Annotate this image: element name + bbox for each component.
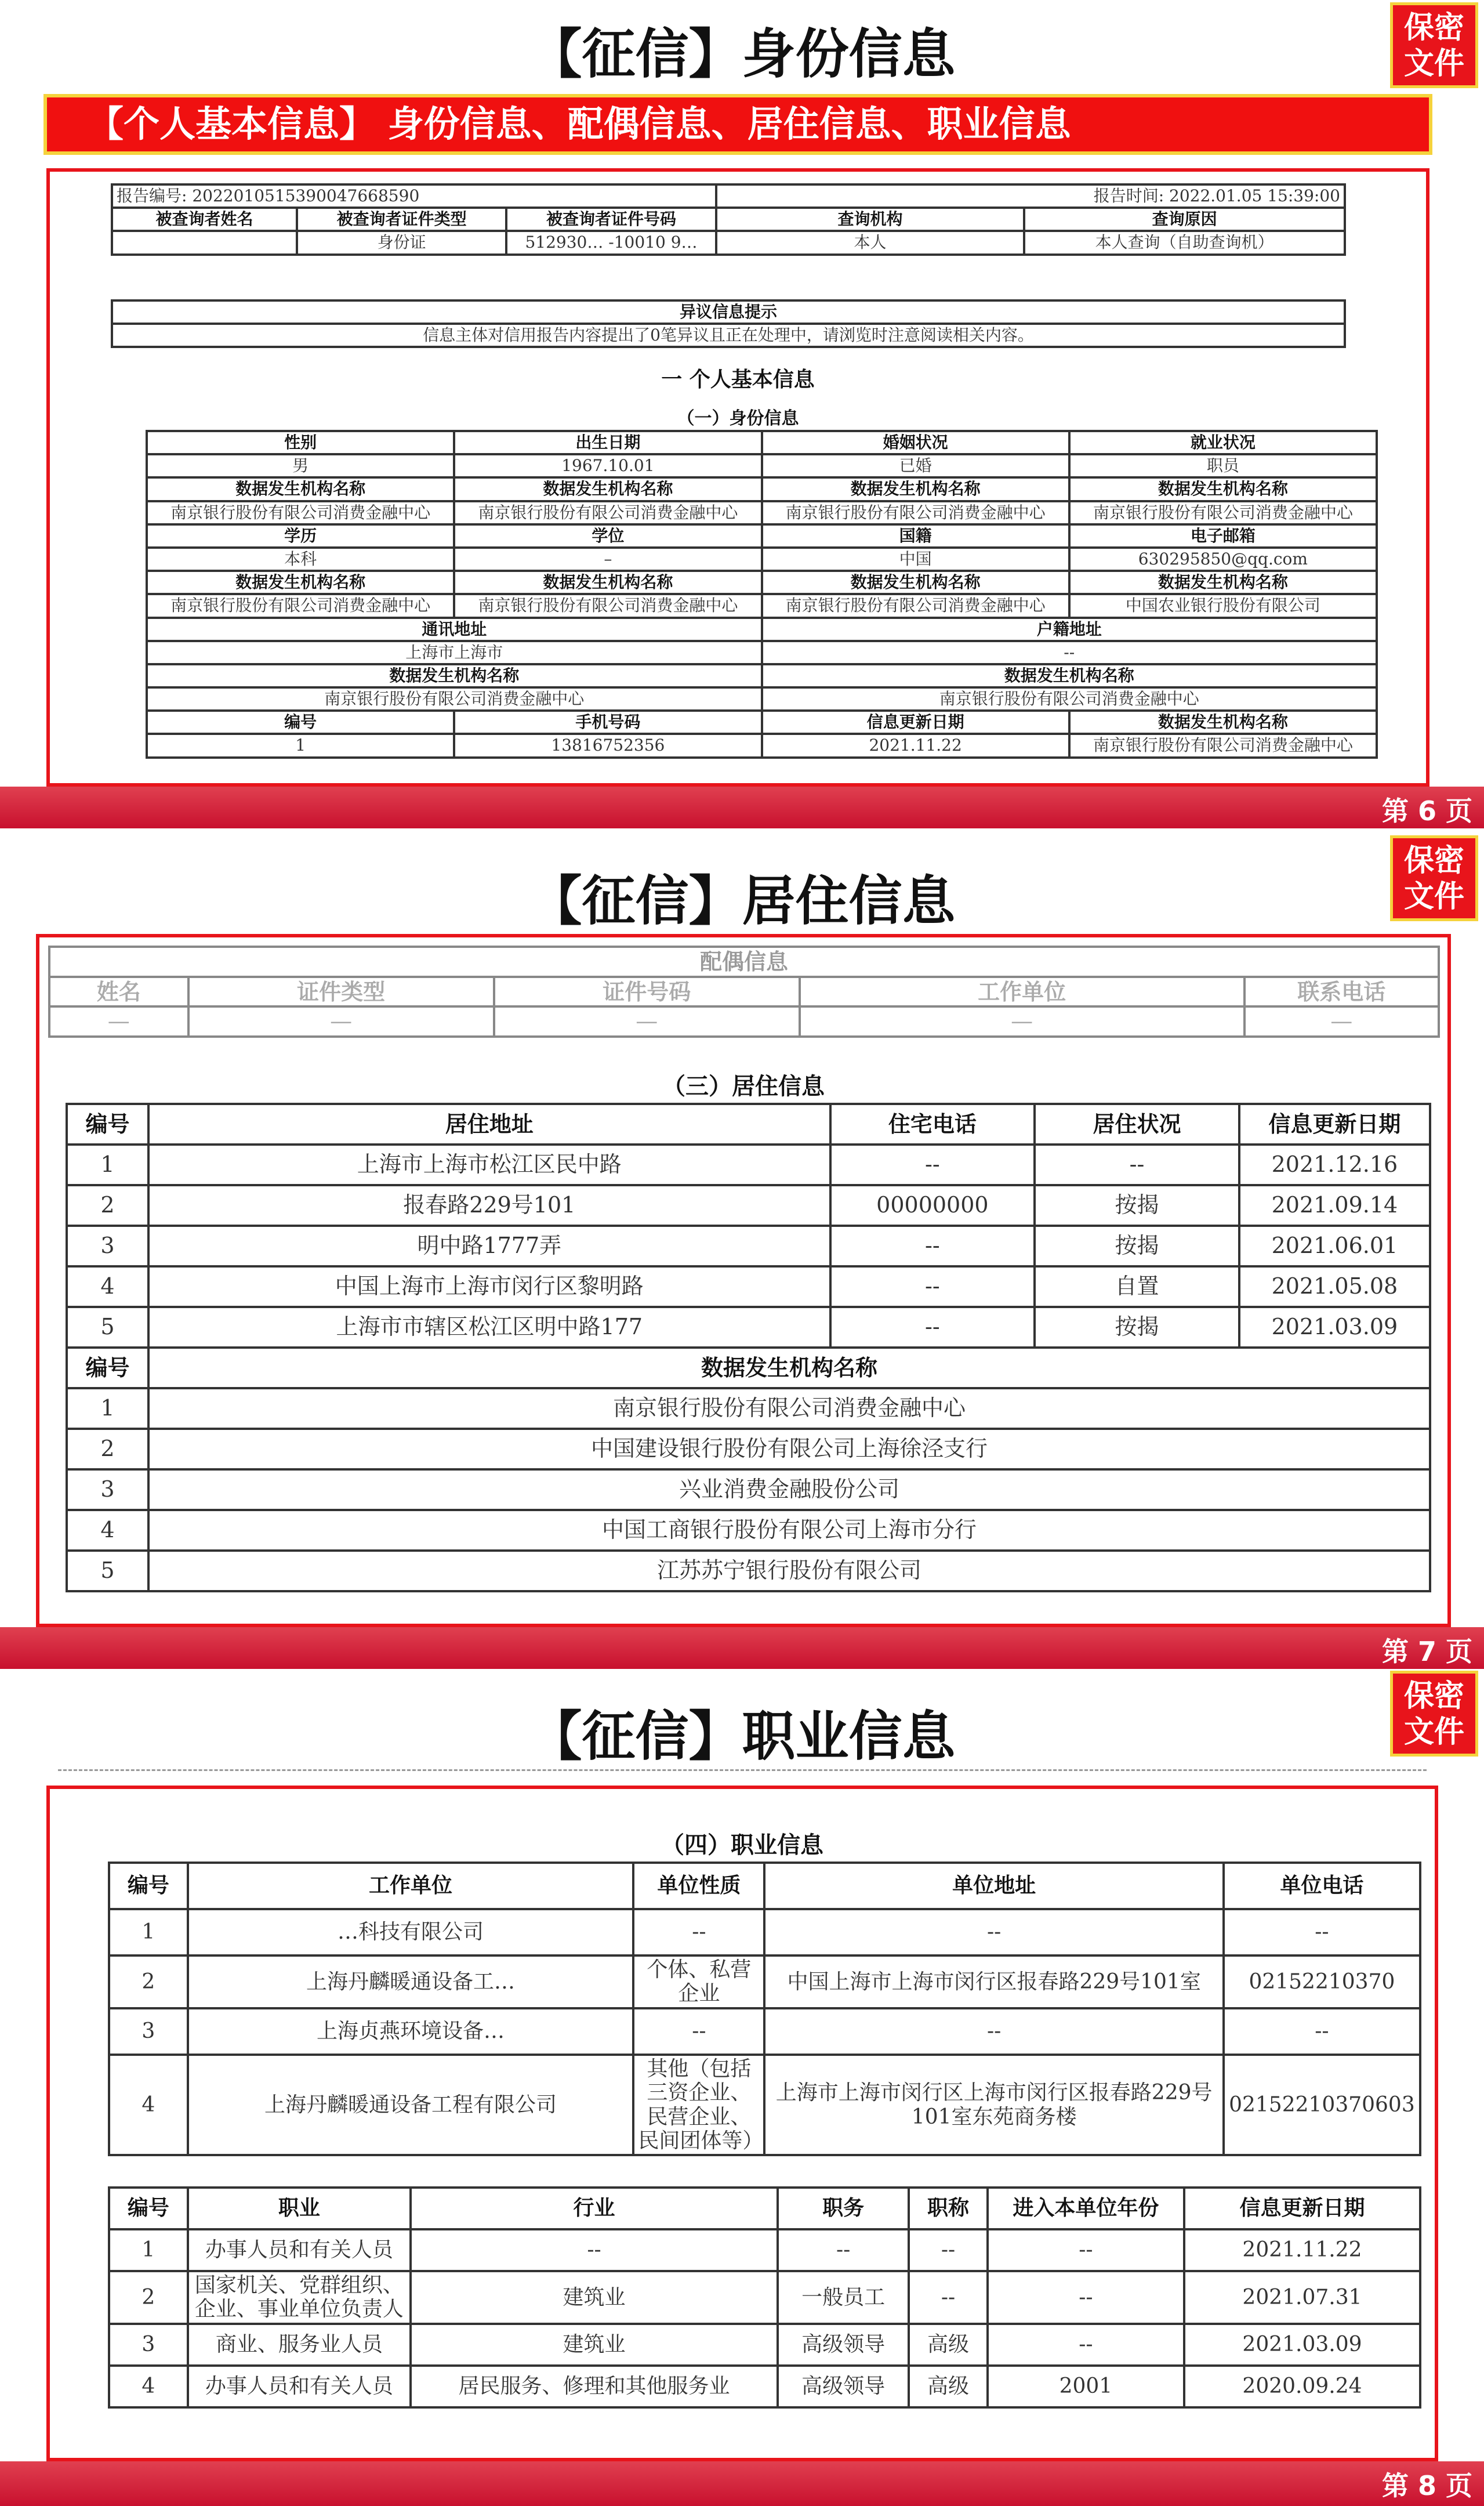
- table-row-cell: 3: [67, 1226, 148, 1266]
- id-value-row: [147, 454, 1377, 477]
- employer-header-row-cell: 单位地址: [764, 1863, 1223, 1909]
- job-header-row: [109, 2188, 1420, 2229]
- phone-header-row: [147, 711, 1377, 734]
- id-value-row-cell: 中国: [762, 548, 1069, 571]
- query-header-row-cell: 查询机构: [716, 208, 1025, 231]
- table-row-cell: 上海丹麟暖通设备工…: [188, 1955, 634, 2008]
- query-header-row-cell: 被查询者证件号码: [506, 208, 716, 231]
- org-value-row-cell: 南京银行股份有限公司消费金融中心: [147, 594, 454, 617]
- table-row-cell: --: [633, 2008, 764, 2055]
- org-header-cell: 数据发生机构名称: [762, 571, 1069, 594]
- table-row: [109, 2055, 1420, 2156]
- page-footer: [0, 787, 1484, 828]
- table-row-cell: …科技有限公司: [188, 1909, 634, 1955]
- phone-header-row-cell: 编号: [147, 711, 454, 734]
- table-row-cell: --: [988, 2271, 1184, 2324]
- spouse-value-row-cell: —: [494, 1006, 800, 1037]
- table-row-cell: 建筑业: [411, 2271, 778, 2324]
- id-header-row-cell: 婚姻状况: [762, 431, 1069, 454]
- org-header-row: [147, 664, 1377, 687]
- table-row-cell: 2021.06.01: [1239, 1226, 1430, 1266]
- confidential-badge: 保密文件: [1390, 2, 1478, 88]
- query-table: [111, 183, 1346, 256]
- org-header-cell: 数据发生机构名称: [762, 664, 1377, 687]
- address-header-row-cell: 户籍地址: [762, 618, 1377, 641]
- table-row-cell: --: [1035, 1145, 1239, 1185]
- table-row-cell: 2021.05.08: [1239, 1266, 1430, 1307]
- table-row-cell: 个体、私营企业: [633, 1955, 764, 2008]
- table-row-cell: --: [988, 2324, 1184, 2366]
- job-header-row-cell: 职称: [909, 2188, 988, 2229]
- section-title-residence: 【征信】居住信息: [528, 870, 956, 932]
- table-row-cell: --: [830, 1145, 1035, 1185]
- org-header-cell: 数据发生机构名称: [454, 477, 761, 501]
- job-header-row-cell: 行业: [411, 2188, 778, 2229]
- phone-value-row: [147, 734, 1377, 757]
- address-header-row: [147, 618, 1377, 641]
- spouse-title: 配偶信息: [49, 947, 1439, 977]
- phone-value-row-cell: 13816752356: [454, 734, 761, 757]
- section-title-identity: 【征信】身份信息: [528, 23, 956, 85]
- employer-header-row-cell: 单位电话: [1224, 1863, 1420, 1909]
- phone-value-row-cell: 1: [147, 734, 454, 757]
- table-row-cell: 高级: [909, 2324, 988, 2366]
- report-time: 报告时间: 2022.01.05 15:39:00: [716, 184, 1345, 208]
- id-header-row-cell: 学历: [147, 524, 454, 548]
- spouse-header-row-cell: 工作单位: [800, 977, 1244, 1007]
- id-header-row-cell: 就业状况: [1069, 431, 1377, 454]
- table-row-cell: 建筑业: [411, 2324, 778, 2366]
- spouse-value-row-cell: —: [49, 1006, 188, 1037]
- table-row-cell: --: [830, 1266, 1035, 1307]
- table-row-cell: --: [909, 2229, 988, 2271]
- id-header-row-cell: 国籍: [762, 524, 1069, 548]
- dispute-text: 信息主体对信用报告内容提出了0笔异议且正在处理中，请浏览时注意阅读相关内容。: [112, 324, 1345, 347]
- table-row-cell: 中国建设银行股份有限公司上海徐泾支行: [148, 1429, 1430, 1469]
- spouse-value-row-cell: —: [1244, 1006, 1439, 1037]
- table-row: [67, 1226, 1430, 1266]
- job-header-row-cell: 职务: [778, 2188, 909, 2229]
- table-row-cell: --: [1224, 2008, 1420, 2055]
- table-row-cell: 居民服务、修理和其他服务业: [411, 2366, 778, 2407]
- occupation-document-frame: [46, 1786, 1438, 2461]
- id-header-row-cell: 电子邮箱: [1069, 524, 1377, 548]
- org-value-row-cell: 南京银行股份有限公司消费金融中心: [762, 687, 1377, 711]
- residence-subheading: （三）居住信息: [662, 1073, 825, 1100]
- org-header-row: [147, 571, 1377, 594]
- residence-header-row-cell: 住宅电话: [830, 1104, 1035, 1145]
- spouse-header-row-cell: 姓名: [49, 977, 188, 1007]
- table-row-cell: --: [909, 2271, 988, 2324]
- query-value-row-cell: 身份证: [297, 231, 506, 254]
- table-row-cell: 2021.09.14: [1239, 1185, 1430, 1226]
- org-value-row-cell: 南京银行股份有限公司消费金融中心: [1069, 501, 1377, 524]
- table-row-cell: --: [830, 1307, 1035, 1348]
- page-number: 第 6 页: [1381, 795, 1472, 827]
- residence-table: [66, 1103, 1431, 1592]
- query-value-row-cell: 本人查询（自助查询机）: [1024, 231, 1345, 254]
- table-row-cell: --: [1224, 1909, 1420, 1955]
- id-header-row-cell: 学位: [454, 524, 761, 548]
- phone-value-row-cell: 2021.11.22: [762, 734, 1069, 757]
- page-number: 第 7 页: [1381, 1636, 1472, 1667]
- table-row-cell: 1: [109, 2229, 188, 2271]
- table-row-cell: 中国工商银行股份有限公司上海市分行: [148, 1510, 1430, 1551]
- table-row-cell: 2021.07.31: [1184, 2271, 1420, 2324]
- table-row-cell: --: [778, 2229, 909, 2271]
- table-row-cell: 4: [67, 1510, 148, 1551]
- basic-info-heading: 一 个人基本信息: [661, 367, 815, 392]
- table-row-cell: 2020.09.24: [1184, 2366, 1420, 2407]
- org-value-row-cell: 南京银行股份有限公司消费金融中心: [762, 501, 1069, 524]
- table-row-cell: 兴业消费金融股份公司: [148, 1469, 1430, 1510]
- table-row-cell: 高级: [909, 2366, 988, 2407]
- org-header-cell: 数据发生机构名称: [762, 477, 1069, 501]
- query-header-row: [112, 208, 1345, 231]
- residence-header-row-cell: 编号: [67, 1104, 148, 1145]
- identity-document-frame: [46, 168, 1429, 787]
- table-row-cell: 其他（包括三资企业、民营企业、民间团体等）: [633, 2055, 764, 2156]
- org-header-cell: 数据发生机构名称: [147, 571, 454, 594]
- org-value-row: [147, 501, 1377, 524]
- table-row-cell: 2: [109, 1955, 188, 2008]
- query-header-row-cell: 被查询者证件类型: [297, 208, 506, 231]
- dispute-title: 异议信息提示: [112, 300, 1345, 324]
- table-row-cell: 高级领导: [778, 2324, 909, 2366]
- table-row-cell: 上海市上海市松江区民中路: [148, 1145, 830, 1185]
- table-row-cell: 5: [67, 1307, 148, 1348]
- id-header-row: [147, 524, 1377, 548]
- org-value-row-cell: 南京银行股份有限公司消费金融中心: [147, 501, 454, 524]
- table-row-cell: 上海丹麟暖通设备工程有限公司: [188, 2055, 634, 2156]
- spouse-header-row-cell: 证件号码: [494, 977, 800, 1007]
- identity-subheading: （一）身份信息: [677, 408, 799, 429]
- table-row: [67, 1185, 1430, 1226]
- report-number: 报告编号: 2022010515390047668590: [112, 184, 716, 208]
- table-row: [109, 1909, 1420, 1955]
- spouse-value-row-cell: —: [188, 1006, 494, 1037]
- table-row-cell: 上海市市辖区松江区明中路177: [148, 1307, 830, 1348]
- phone-header-row-cell: 数据发生机构名称: [1069, 711, 1377, 734]
- org-value-row-cell: 南京银行股份有限公司消费金融中心: [147, 687, 762, 711]
- table-row-cell: 自置: [1035, 1266, 1239, 1307]
- table-row-cell: 4: [67, 1266, 148, 1307]
- org-header-cell: 数据发生机构名称: [147, 664, 762, 687]
- address-value-row-cell: 上海市上海市: [147, 641, 762, 664]
- table-row-cell: 按揭: [1035, 1185, 1239, 1226]
- org-header-row-cell: 数据发生机构名称: [148, 1348, 1430, 1388]
- org-header-cell: 数据发生机构名称: [1069, 477, 1377, 501]
- table-row-cell: 一般员工: [778, 2271, 909, 2324]
- table-row-cell: 4: [109, 2366, 188, 2407]
- id-header-row-cell: 性别: [147, 431, 454, 454]
- table-row-cell: 上海市上海市闵行区上海市闵行区报春路229号101室东苑商务楼: [764, 2055, 1223, 2156]
- org-value-row: [147, 687, 1377, 711]
- spouse-value-row: [49, 1006, 1439, 1037]
- org-value-row-cell: 南京银行股份有限公司消费金融中心: [762, 594, 1069, 617]
- id-value-row-cell: 职员: [1069, 454, 1377, 477]
- spouse-table: [48, 946, 1440, 1038]
- table-row-cell: 上海贞燕环境设备…: [188, 2008, 634, 2055]
- table-row-cell: 按揭: [1035, 1307, 1239, 1348]
- id-value-row-cell: 1967.10.01: [454, 454, 761, 477]
- id-value-row-cell: –: [454, 548, 761, 571]
- address-header-row-cell: 通讯地址: [147, 618, 762, 641]
- org-value-row-cell: 南京银行股份有限公司消费金融中心: [454, 501, 761, 524]
- table-row-cell: 1: [109, 1909, 188, 1955]
- table-row: [109, 1955, 1420, 2008]
- query-value-row: [112, 231, 1345, 254]
- job-header-row-cell: 进入本单位年份: [988, 2188, 1184, 2229]
- residence-header-row: [67, 1104, 1430, 1145]
- table-row: [109, 2008, 1420, 2055]
- table-row-cell: 2021.03.09: [1239, 1307, 1430, 1348]
- confidential-badge: 保密文件: [1390, 835, 1478, 921]
- table-row-cell: 报春路229号101: [148, 1185, 830, 1226]
- id-value-row-cell: 本科: [147, 548, 454, 571]
- table-row-cell: 2001: [988, 2366, 1184, 2407]
- org-value-row-cell: 南京银行股份有限公司消费金融中心: [454, 594, 761, 617]
- table-row: [67, 1469, 1430, 1510]
- table-row-cell: 3: [67, 1469, 148, 1510]
- org-header-row: [147, 477, 1377, 501]
- page-number: 第 8 页: [1381, 2470, 1472, 2501]
- query-header-row-cell: 查询原因: [1024, 208, 1345, 231]
- table-row-cell: 00000000: [830, 1185, 1035, 1226]
- address-value-row: [147, 641, 1377, 664]
- page-footer: [0, 1627, 1484, 1669]
- org-header-cell: 数据发生机构名称: [147, 477, 454, 501]
- spouse-header-row-cell: 联系电话: [1244, 977, 1439, 1007]
- residence-header-row-cell: 居住状况: [1035, 1104, 1239, 1145]
- job-table: [108, 2186, 1421, 2409]
- table-row-cell: 按揭: [1035, 1226, 1239, 1266]
- spouse-header-row-cell: 证件类型: [188, 977, 494, 1007]
- org-value-row-cell: 中国农业银行股份有限公司: [1069, 594, 1377, 617]
- id-value-row-cell: 男: [147, 454, 454, 477]
- identity-table: [146, 430, 1378, 759]
- table-row-cell: 南京银行股份有限公司消费金融中心: [148, 1388, 1430, 1429]
- table-row-cell: 高级领导: [778, 2366, 909, 2407]
- id-value-row: [147, 548, 1377, 571]
- page-footer: [0, 2461, 1484, 2506]
- table-row-cell: 02152210370: [1224, 1955, 1420, 2008]
- table-row-cell: 中国上海市上海市闵行区报春路229号101室: [764, 1955, 1223, 2008]
- table-row-cell: 办事人员和有关人员: [188, 2366, 411, 2407]
- table-row-cell: 办事人员和有关人员: [188, 2229, 411, 2271]
- phone-value-row-cell: 南京银行股份有限公司消费金融中心: [1069, 734, 1377, 757]
- table-row: [109, 2324, 1420, 2366]
- query-value-row-cell: 本人: [716, 231, 1025, 254]
- residence-header-row-cell: 居住地址: [148, 1104, 830, 1145]
- employer-header-row-cell: 编号: [109, 1863, 188, 1909]
- org-header-row: [67, 1348, 1430, 1388]
- org-value-row: [147, 594, 1377, 617]
- table-row: [67, 1510, 1430, 1551]
- table-row: [67, 1429, 1430, 1469]
- job-header-row-cell: 编号: [109, 2188, 188, 2229]
- table-row-cell: --: [764, 2008, 1223, 2055]
- spouse-header-row: [49, 977, 1439, 1007]
- table-row: [67, 1145, 1430, 1185]
- table-row-cell: --: [411, 2229, 778, 2271]
- dispute-table: [111, 299, 1346, 348]
- section-title-occupation: 【征信】职业信息: [528, 1705, 956, 1768]
- employer-header-row-cell: 工作单位: [188, 1863, 634, 1909]
- residence-document-frame: [36, 934, 1451, 1627]
- job-header-row-cell: 信息更新日期: [1184, 2188, 1420, 2229]
- table-row: [67, 1388, 1430, 1429]
- table-row-cell: 02152210370603: [1224, 2055, 1420, 2156]
- query-value-row-cell: [112, 231, 297, 254]
- org-header-cell: 数据发生机构名称: [1069, 571, 1377, 594]
- table-row-cell: 5: [67, 1551, 148, 1591]
- query-header-row-cell: 被查询者姓名: [112, 208, 297, 231]
- residence-header-row-cell: 信息更新日期: [1239, 1104, 1430, 1145]
- table-row: [67, 1266, 1430, 1307]
- employer-header-row-cell: 单位性质: [633, 1863, 764, 1909]
- spouse-value-row-cell: —: [800, 1006, 1244, 1037]
- table-row-cell: 4: [109, 2055, 188, 2156]
- table-row-cell: 2021.03.09: [1184, 2324, 1420, 2366]
- org-header-cell: 数据发生机构名称: [454, 571, 761, 594]
- table-row-cell: --: [633, 1909, 764, 1955]
- table-row: [67, 1307, 1430, 1348]
- id-value-row-cell: 已婚: [762, 454, 1069, 477]
- table-row-cell: 1: [67, 1388, 148, 1429]
- query-value-row-cell: 512930… -10010 9…: [506, 231, 716, 254]
- table-row-cell: 2021.12.16: [1239, 1145, 1430, 1185]
- job-header-row-cell: 职业: [188, 2188, 411, 2229]
- category-banner: 【个人基本信息】 身份信息、配偶信息、居住信息、职业信息: [43, 94, 1432, 155]
- table-row-cell: 江苏苏宁银行股份有限公司: [148, 1551, 1430, 1591]
- table-row-cell: 3: [109, 2324, 188, 2366]
- table-row-cell: 3: [109, 2008, 188, 2055]
- org-header-row-cell: 编号: [67, 1348, 148, 1388]
- occupation-subheading: （四）职业信息: [661, 1831, 823, 1859]
- table-row-cell: 2021.11.22: [1184, 2229, 1420, 2271]
- id-value-row-cell: 630295850@qq.com: [1069, 548, 1377, 571]
- table-row-cell: 国家机关、党群组织、企业、事业单位负责人: [188, 2271, 411, 2324]
- table-row-cell: --: [988, 2229, 1184, 2271]
- table-row-cell: 明中路1777弄: [148, 1226, 830, 1266]
- table-row: [109, 2366, 1420, 2407]
- id-header-row: [147, 431, 1377, 454]
- phone-header-row-cell: 信息更新日期: [762, 711, 1069, 734]
- table-row: [109, 2271, 1420, 2324]
- phone-header-row-cell: 手机号码: [454, 711, 761, 734]
- table-row-cell: 2: [109, 2271, 188, 2324]
- employer-table: [108, 1862, 1421, 2156]
- table-row: [67, 1551, 1430, 1591]
- table-row-cell: 2: [67, 1185, 148, 1226]
- table-row-cell: 2: [67, 1429, 148, 1469]
- table-row: [109, 2229, 1420, 2271]
- table-row-cell: 1: [67, 1145, 148, 1185]
- table-row-cell: --: [830, 1226, 1035, 1266]
- table-row-cell: 中国上海市上海市闵行区黎明路: [148, 1266, 830, 1307]
- confidential-badge: 保密文件: [1390, 1671, 1478, 1757]
- table-row-cell: --: [764, 1909, 1223, 1955]
- table-row-cell: 商业、服务业人员: [188, 2324, 411, 2366]
- address-value-row-cell: --: [762, 641, 1377, 664]
- employer-header-row: [109, 1863, 1420, 1909]
- divider: [58, 1769, 1427, 1771]
- id-header-row-cell: 出生日期: [454, 431, 761, 454]
